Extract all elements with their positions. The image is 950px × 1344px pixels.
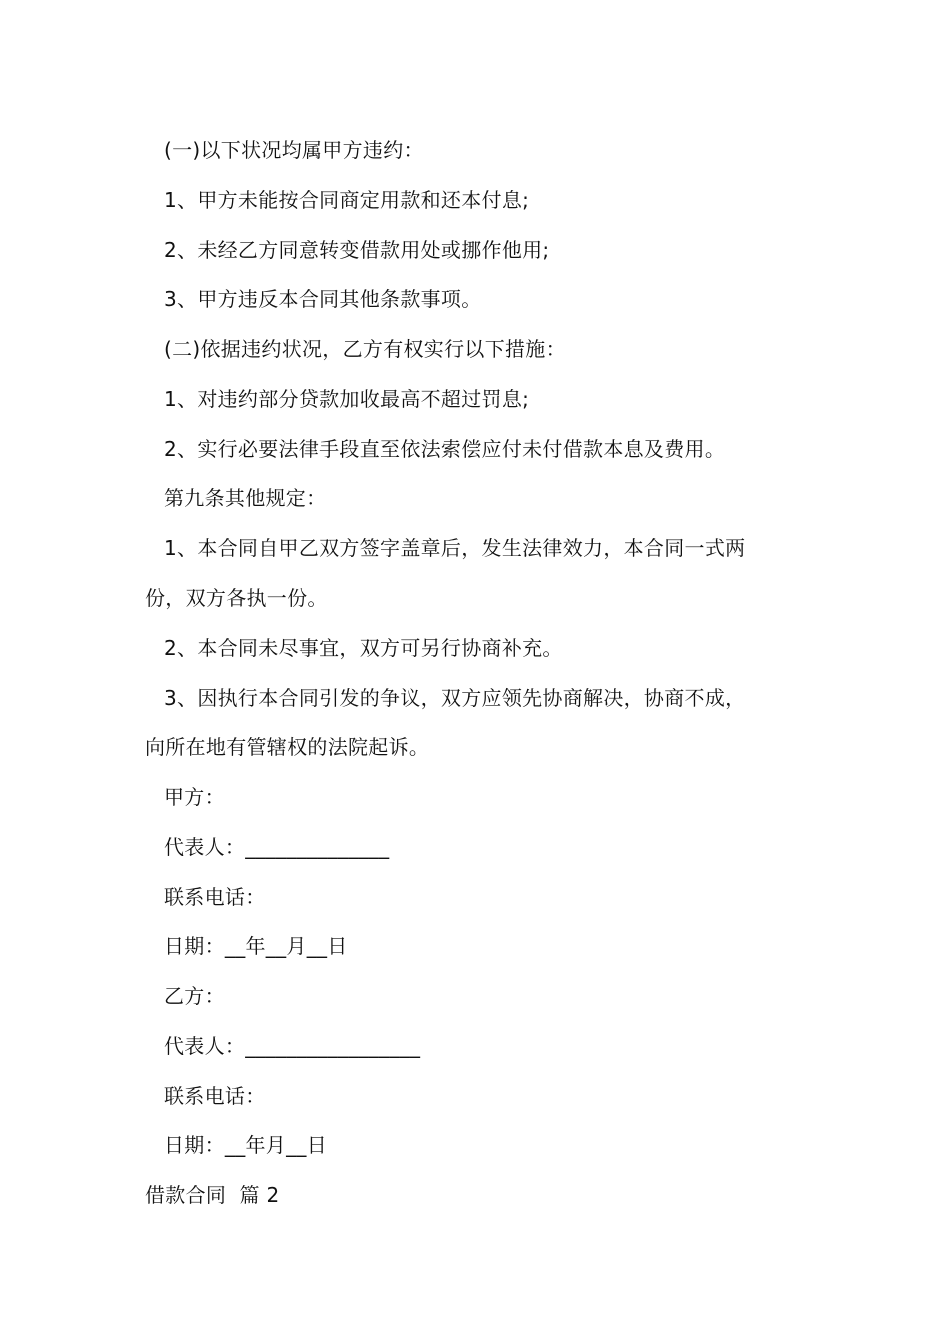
party-b-date: 日期：__年月__日 (164, 1133, 327, 1157)
default-item-3: 3、甲方违反本合同其他条款事项。 (164, 287, 482, 311)
measure-item-1: 1、对违约部分贷款加收最高不超过罚息; (164, 387, 530, 411)
party-b-representative: 代表人：_________________ (164, 1034, 421, 1058)
other-provision-3-line-2: 向所在地有管辖权的法院起诉。 (145, 735, 430, 759)
party-a-phone: 联系电话： (164, 885, 266, 909)
other-provision-3-line-1: 3、因执行本合同引发的争议，双方应领先协商解决，协商不成， (164, 686, 746, 710)
default-clause-heading-2: (二)依据违约状况，乙方有权实行以下措施： (164, 337, 566, 361)
default-item-2: 2、未经乙方同意转变借款用处或挪作他用; (164, 238, 550, 262)
party-b-label: 乙方： (164, 984, 225, 1008)
article-9-heading: 第九条其他规定： (164, 486, 327, 510)
measure-item-2: 2、实行必要法律手段直至依法索偿应付未付借款本息及费用。 (164, 437, 726, 461)
other-provision-1-line-1: 1、本合同自甲乙双方签字盖章后，发生法律效力，本合同一式两 (164, 536, 746, 560)
default-clause-heading-1: (一)以下状况均属甲方违约： (164, 138, 424, 162)
party-a-date: 日期：__年__月__日 (164, 934, 348, 958)
party-a-representative: 代表人：______________ (164, 835, 390, 859)
next-section-heading: 借款合同 篇 2 (145, 1183, 280, 1207)
other-provision-2: 2、本合同未尽事宜，双方可另行协商补充。 (164, 636, 563, 660)
party-a-label: 甲方： (164, 785, 225, 809)
party-b-phone: 联系电话： (164, 1084, 266, 1108)
other-provision-1-line-2: 份，双方各执一份。 (145, 586, 328, 610)
default-item-1: 1、甲方未能按合同商定用款和还本付息; (164, 188, 530, 212)
